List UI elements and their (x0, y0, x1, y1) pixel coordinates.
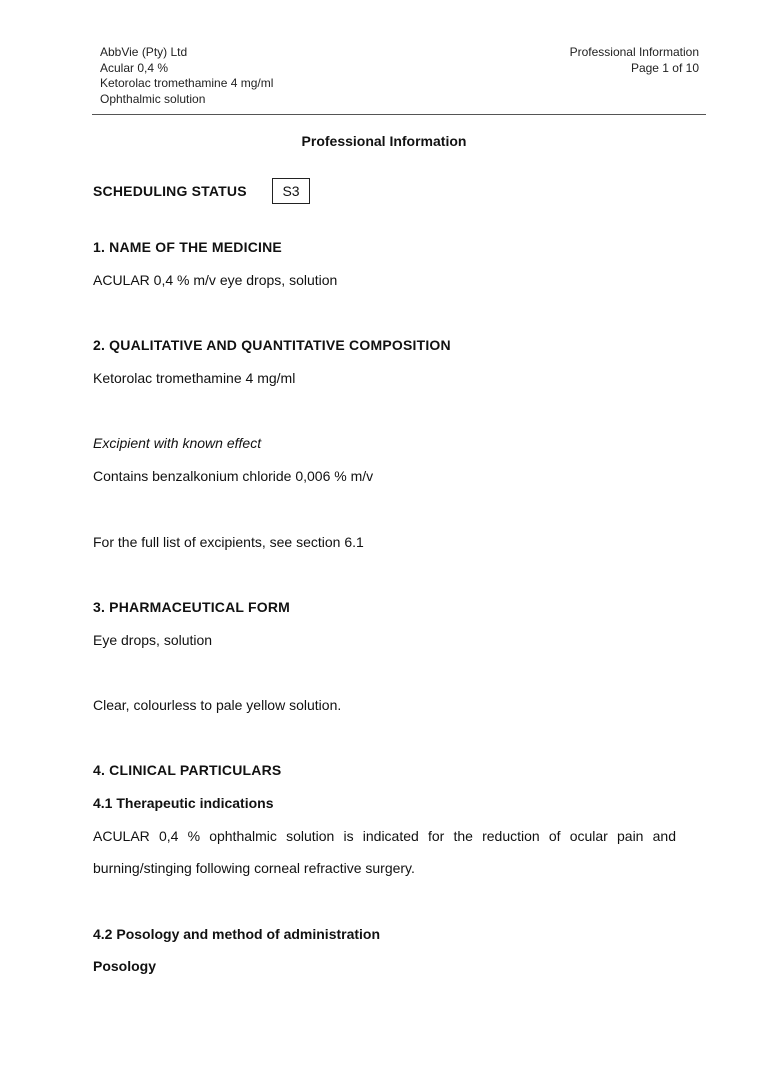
section-1-text: ACULAR 0,4 % m/v eye drops, solution (93, 272, 338, 288)
excipient-full-list: For the full list of excipients, see section 6.1 (93, 534, 364, 550)
section-3-heading: 3. PHARMACEUTICAL FORM (93, 599, 291, 615)
header-product: Acular 0,4 % (100, 60, 169, 75)
header-form: Ophthalmic solution (100, 91, 206, 106)
header-company-info (100, 45, 273, 107)
excipient-text: Contains benzalkonium chloride 0,006 % m/v (93, 468, 374, 484)
scheduling-status-box: S3 (272, 178, 310, 204)
header-company: AbbVie (Pty) Ltd (100, 45, 188, 59)
header-doc-type: Professional Information (569, 45, 699, 59)
header-ingredient: Ketorolac tromethamine 4 mg/ml (100, 76, 274, 90)
header-doc-info (570, 45, 699, 76)
page-title: Professional Information (301, 133, 467, 149)
section-4-1-heading: 4.1 Therapeutic indications (93, 795, 274, 811)
section-1-heading: 1. NAME OF THE MEDICINE (93, 239, 282, 255)
section-4-1-line-1: ACULAR 0,4 % ophthalmic solution is indicated for the reduction of ocular pain and (93, 828, 676, 844)
section-2-text: Ketorolac tromethamine 4 mg/ml (93, 370, 296, 386)
header-page-number: Page 1 of 10 (630, 60, 699, 75)
section-4-heading: 4. CLINICAL PARTICULARS (93, 762, 282, 778)
section-3-description: Clear, colourless to pale yellow solution. (93, 697, 342, 713)
section-2-heading: 2. QUALITATIVE AND QUANTITATIVE COMPOSITION (93, 337, 451, 353)
section-4-2-heading: 4.2 Posology and method of administration (93, 926, 381, 942)
excipient-heading: Excipient with known effect (93, 435, 262, 451)
section-4-1-line-2: burning/stinging following corneal refractive surgery. (93, 860, 415, 876)
section-3-text: Eye drops, solution (93, 632, 213, 648)
posology-subheading: Posology (93, 958, 157, 974)
scheduling-label: SCHEDULING STATUS (93, 183, 247, 199)
header-divider (92, 114, 706, 115)
